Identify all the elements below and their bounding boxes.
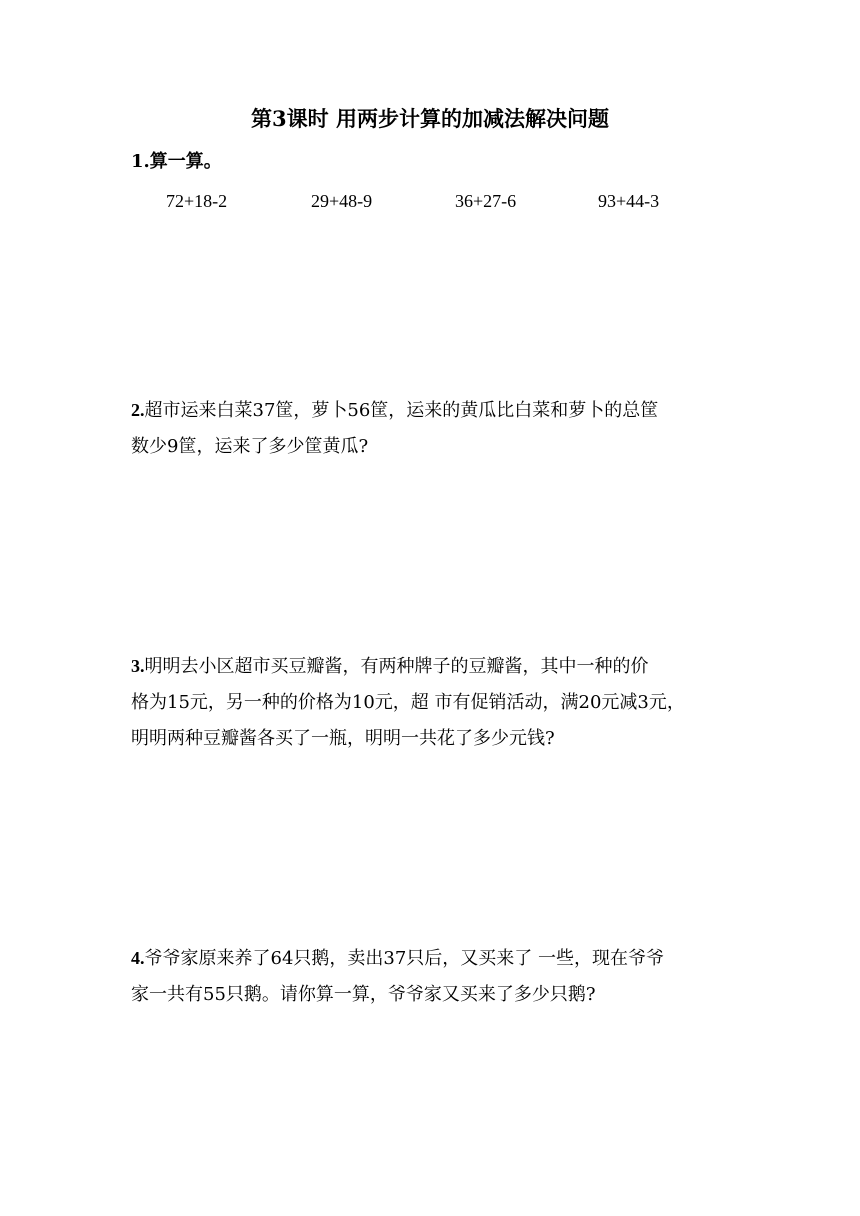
question-2-number: 2. <box>131 400 145 420</box>
question-4 <box>131 940 731 1013</box>
question-3-line-1 <box>131 648 731 685</box>
question-1-heading: 1.算一算。 <box>131 151 222 172</box>
question-2-line-2: 数少9筐，运来了多少筐黄瓜? <box>131 436 369 457</box>
question-3-text-1: 明明去小区超市买豆瓣酱，有两种牌子的豆瓣酱，其中一种的价 <box>144 656 649 677</box>
question-4-text-1: 爷爷家原来养了64只鹅，卖出37只后，又买来了 一些，现在爷爷 <box>144 948 665 969</box>
question-3-line-2: 格为15元，另一种的价格为10元，超 市有促销活动，满20元减3元， <box>131 692 685 713</box>
question-3-number: 3. <box>131 656 145 676</box>
question-2 <box>131 392 731 465</box>
question-4-number: 4. <box>131 948 145 968</box>
question-3 <box>131 648 731 757</box>
question-4-line-1 <box>131 940 731 977</box>
question-2-line-1 <box>131 392 731 429</box>
expression-4: 93+44-3 <box>598 191 660 211</box>
expression-3: 36+27-6 <box>455 191 517 211</box>
question-4-line-2: 家一共有55只鹅。请你算一算，爷爷家又买来了多少只鹅? <box>131 984 596 1005</box>
page-title: 第3课时 用两步计算的加减法解决问题 <box>251 106 609 131</box>
question-3-line-3: 明明两种豆瓣酱各买了一瓶，明明一共花了多少元钱? <box>131 728 555 749</box>
question-2-text-1: 超市运来白菜37筐，萝卜56筐，运来的黄瓜比白菜和萝卜的总筐 <box>144 400 659 421</box>
expression-2: 29+48-9 <box>311 191 373 211</box>
expression-1: 72+18-2 <box>166 191 228 211</box>
